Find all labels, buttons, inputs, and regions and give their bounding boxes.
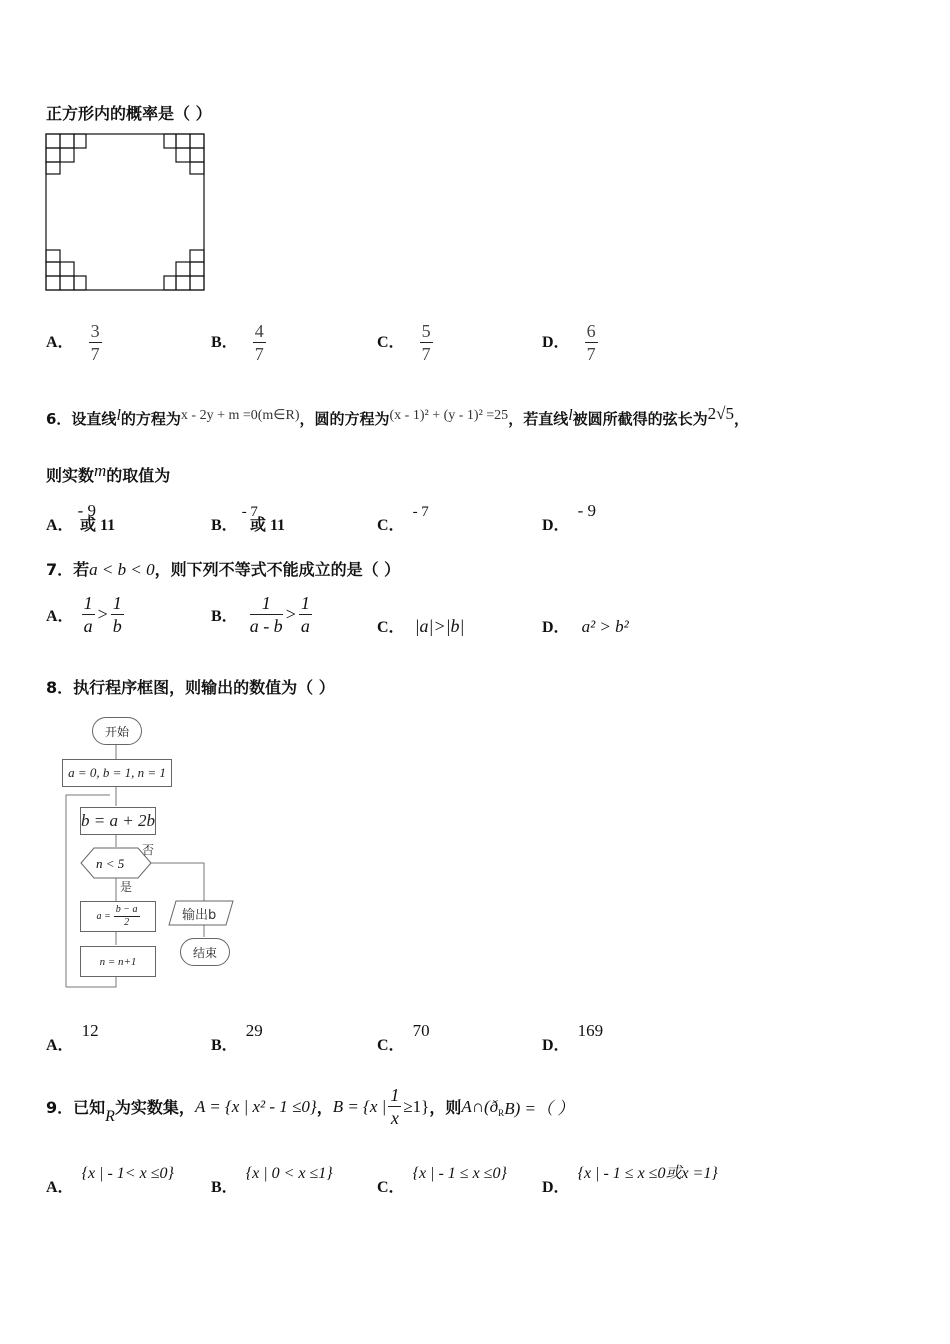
q9-stem: 9．已知 R 为实数集， A = {x | x² - 1 ≤0} ， B = {x | $\frac{1}{x}$ ≥1} ，则 A∩(ð R B) =（ ） (46, 1085, 575, 1128)
q6-option-a[interactable]: A．- 9或 11 (46, 501, 116, 534)
flow-start: 开始 (92, 717, 142, 745)
q5-option-c[interactable]: C． $\frac{5}{7}$ (377, 321, 431, 364)
q5-stem: 正方形内的概率是（ ） (46, 104, 212, 123)
flow-init: a = 0, b = 1, n = 1 (62, 759, 172, 787)
q5-option-d[interactable]: D． $\frac{6}{7}$ (542, 321, 596, 364)
q7-stem: 7．若a < b < 0，则下列不等式不能成立的是（ ） (46, 560, 401, 579)
fraction: $\frac{1}{a - b}$ (249, 593, 283, 636)
q6-option-d[interactable]: D．- 9 (542, 501, 596, 534)
q8-option-b[interactable]: B．29 (211, 1021, 263, 1054)
fraction: $\frac{3}{7}$ (90, 321, 100, 364)
q8-option-d[interactable]: D．169 (542, 1021, 604, 1054)
flow-cond: n < 5 (96, 856, 125, 871)
q9-option-c[interactable]: C．{x | - 1 ≤ x ≤0} (377, 1165, 507, 1196)
fraction: $\frac{6}{7}$ (586, 321, 596, 364)
fraction: $\frac{5}{7}$ (421, 321, 431, 364)
flow-no: 否 (142, 843, 155, 857)
fraction: $\frac{4}{7}$ (254, 321, 264, 364)
q9-option-a[interactable]: A．{x | - 1< x ≤0} (46, 1165, 174, 1196)
q8-stem: 8．执行程序框图，则输出的数值为（ ） (46, 678, 335, 697)
q7-option-c[interactable]: C． |a|>|b| (377, 616, 465, 636)
fraction: $\frac{1}{b}$ (112, 593, 122, 636)
q8-option-a[interactable]: A．12 (46, 1021, 99, 1054)
q9-option-b[interactable]: B．{x | 0 < x ≤1} (211, 1165, 333, 1196)
q6-stem: 6．设直线l的方程为x - 2y + m =0(m∈R)，圆的方程为(x - 1)² + (y - 1)² =25，若直线l被圆所截得的弦长为2√5， (46, 404, 750, 428)
q9-option-d[interactable]: D．{x | - 1 ≤ x ≤0或x =1} (542, 1165, 718, 1196)
q5-option-b[interactable]: B． $\frac{4}{7}$ (211, 321, 264, 364)
q6-option-b[interactable]: B．- 7或 11 (211, 504, 286, 534)
q7-option-b[interactable]: B． $\frac{1}{a - b}$ > $\frac{1}{a}$ (211, 593, 310, 636)
flow-assign-a: a = $\frac{b - a}{2}$ (80, 901, 156, 932)
fraction: $\frac{1}{a}$ (300, 593, 310, 636)
q7-option-d[interactable]: D． a² > b² (542, 617, 629, 636)
flow-yes: 是 (120, 880, 133, 894)
q5-option-a[interactable]: A． $\frac{3}{7}$ (46, 321, 100, 364)
q6-option-c[interactable]: C．- 7 (377, 504, 429, 534)
flow-increment: n = n+1 (80, 946, 156, 977)
flow-output: 输出b (182, 908, 217, 923)
q8-option-c[interactable]: C．70 (377, 1021, 430, 1054)
q7-option-a[interactable]: A． $\frac{1}{a}$ > $\frac{1}{b}$ (46, 593, 122, 636)
fraction: $\frac{1}{a}$ (83, 593, 93, 636)
flowchart (58, 715, 248, 995)
q6-stem-line2: 则实数m的取值为 (46, 461, 171, 485)
flow-end: 结束 (180, 938, 230, 966)
square-figure (44, 132, 208, 294)
flow-assign-b: b = a + 2b (80, 807, 156, 835)
